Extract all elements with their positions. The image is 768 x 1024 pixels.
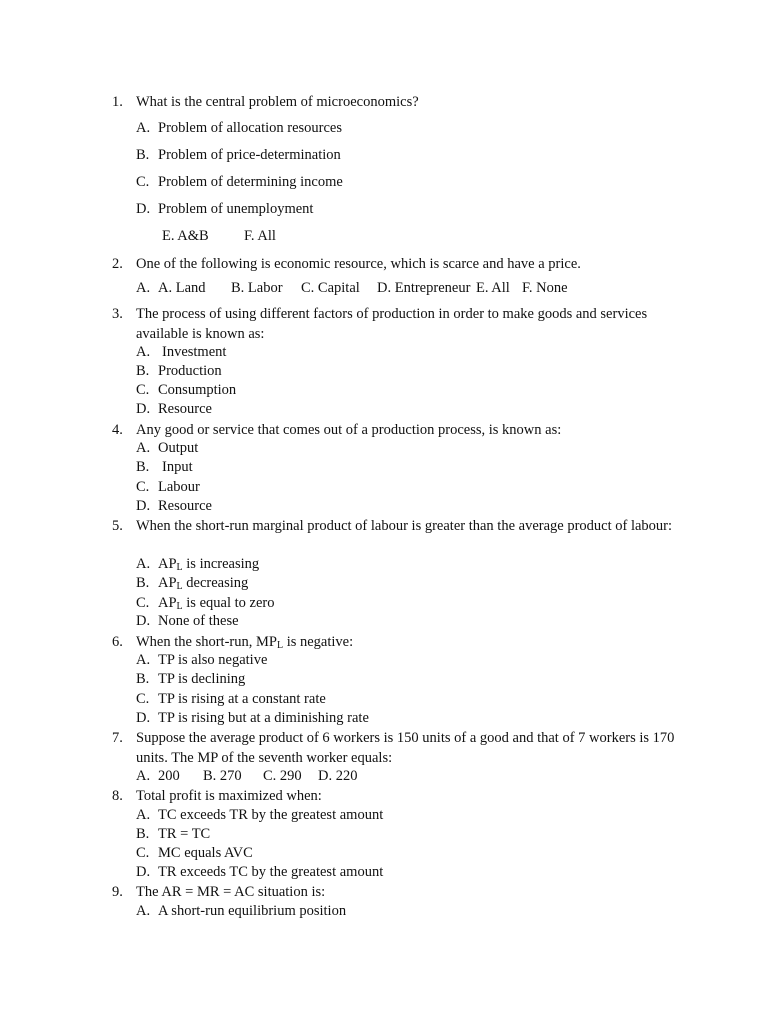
option-5c: C. $AP_L$ is equal to zero	[136, 595, 275, 612]
question-6	[112, 633, 692, 653]
option-1f: F. All	[244, 228, 276, 244]
option-1-extra	[162, 228, 276, 245]
question-text: When the short-run, $MP_L$ is negative:	[136, 634, 354, 651]
option-1e: E. A&B	[162, 228, 209, 244]
option-1d: D. Problem of unemployment	[136, 201, 314, 217]
option-6a: A. TP is also negative	[136, 652, 268, 668]
option-4a: A. Output	[136, 440, 199, 456]
option-7c: C. 290	[263, 768, 302, 784]
option-8b: B. TR = TC	[136, 826, 211, 842]
question-number: 2.	[112, 256, 123, 272]
question-number: 7.	[112, 730, 123, 746]
option-5d: D. None of these	[136, 613, 239, 629]
question-text: Total profit is maximized when:	[136, 788, 322, 804]
option-4b: B. Input	[136, 459, 193, 475]
option-2c: C. Capital	[301, 280, 360, 296]
option-9a: A. A short-run equilibrium position	[136, 903, 347, 919]
question-text: Suppose the average product of 6 workers is 150 units of a good and that of 7 workers is 170 units. The MP of the seventh worker equals:	[136, 730, 675, 766]
question-1	[112, 93, 692, 113]
option-6c: C. TP is rising at a constant rate	[136, 691, 326, 707]
question-3	[112, 305, 692, 344]
question-text: The AR = MR = AC situation is:	[136, 884, 326, 900]
option-1a: A. Problem of allocation resources	[136, 120, 343, 136]
question-text: The process of using different factors of production in order to make goods and services available is known as:	[136, 306, 648, 342]
question-9	[112, 883, 692, 903]
option-1b: B. Problem of price-determination	[136, 147, 341, 163]
option-6b: B. TP is declining	[136, 671, 246, 687]
question-number: 3.	[112, 306, 123, 322]
question-4	[112, 421, 692, 441]
option-3c: C. Consumption	[136, 382, 237, 398]
question-text: Any good or service that comes out of a production process, is known as:	[136, 422, 562, 438]
question-number: 8.	[112, 788, 123, 804]
question-number: 1.	[112, 94, 123, 110]
option-6d: D. TP is rising but at a diminishing rate	[136, 710, 369, 726]
option-5a: A. $AP_L$ is increasing	[136, 556, 260, 573]
question-7	[112, 729, 702, 768]
option-5b: B. $AP_L$ decreasing	[136, 575, 249, 592]
option-3a: A. Investment	[136, 344, 227, 360]
option-3b: B. Production	[136, 363, 222, 379]
question-number: 5.	[112, 518, 123, 534]
option-2e: E. All	[476, 280, 510, 296]
question-number: 9.	[112, 884, 123, 900]
option-8a: A. TC exceeds TR by the greatest amount	[136, 807, 384, 823]
option-2f: F. None	[522, 280, 568, 296]
option-4c: C. Labour	[136, 479, 200, 495]
question-5	[112, 517, 692, 537]
option-2-inline: A. A. Land B. Labor C. Capital D. Entrepreneur E. All F. None	[136, 280, 568, 296]
option-2d: D. Entrepreneur	[377, 280, 471, 296]
option-2b: B. Labor	[231, 280, 283, 296]
option-1c: C. Problem of determining income	[136, 174, 343, 190]
option-2a: A. Land	[158, 280, 206, 296]
option-3d: D. Resource	[136, 401, 212, 417]
option-7a: 200	[158, 768, 180, 784]
option-8c: C. MC equals AVC	[136, 845, 253, 861]
option-4d: D. Resource	[136, 498, 212, 514]
question-2	[112, 255, 692, 275]
question-text: What is the central problem of microeconomics?	[136, 94, 419, 110]
option-8d: D. TR exceeds TC by the greatest amount	[136, 864, 384, 880]
question-8	[112, 787, 692, 807]
option-7b: B. 270	[203, 768, 242, 784]
question-text: When the short-run marginal product of labour is greater than the average product of labour:	[136, 518, 673, 534]
question-number: 4.	[112, 422, 123, 438]
option-7-inline: A. 200 B. 270 C. 290 D. 220	[136, 768, 358, 784]
question-number: 6.	[112, 634, 123, 650]
option-7d: D. 220	[318, 768, 358, 784]
question-text: One of the following is economic resource, which is scarce and have a price.	[136, 256, 581, 272]
